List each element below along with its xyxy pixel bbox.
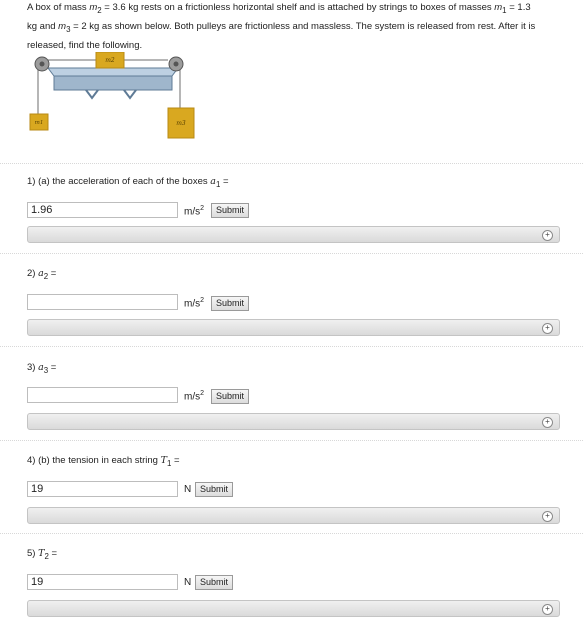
intro-text: A box of mass <box>27 2 90 13</box>
question-var: T <box>160 455 167 466</box>
shelf-bracket-right <box>124 90 136 98</box>
question-number: 2) <box>27 268 36 279</box>
separator <box>0 440 583 441</box>
separator <box>0 346 583 347</box>
intro-text: kg and <box>27 20 59 32</box>
intro-line-3: released, find the following. <box>27 39 143 51</box>
var-sub: 3 <box>66 24 71 34</box>
shelf-body <box>54 76 172 90</box>
unit-label-3 <box>184 390 204 402</box>
unit-sup: 2 <box>200 390 205 397</box>
intro-text: = 1.3 <box>506 2 531 13</box>
hint-bar-1[interactable] <box>27 226 560 243</box>
right-pulley-axle <box>174 62 179 67</box>
hint-bar-5[interactable] <box>27 600 560 617</box>
unit-label-4 <box>184 484 191 495</box>
pulley-diagram <box>28 52 198 144</box>
question-number: 4) <box>27 455 36 466</box>
question-var-sub: 2 <box>43 271 49 281</box>
separator <box>0 253 583 254</box>
submit-button-1[interactable]: Submit <box>211 203 249 218</box>
intro-line-1 <box>27 0 567 19</box>
question-4-prompt <box>27 455 180 468</box>
question-eq: = <box>220 176 229 187</box>
intro-text: = 2 kg as shown below. Both pulleys are frictionless and massless. The system is released from rest. After it is <box>70 20 536 32</box>
question-var-sub: 1 <box>166 458 172 468</box>
question-eq: = <box>48 362 57 373</box>
question-text: (b) the tension in each string <box>38 455 161 466</box>
question-number: 5) <box>27 548 36 559</box>
submit-button-5[interactable]: Submit <box>195 575 233 590</box>
unit-text: m/s <box>184 298 201 310</box>
expand-plus-icon[interactable]: + <box>542 230 553 241</box>
submit-button-3[interactable]: Submit <box>211 389 249 404</box>
question-var: a <box>210 176 216 187</box>
answer-input-3[interactable] <box>27 387 178 403</box>
unit-text: N <box>184 577 192 588</box>
unit-text: m/s <box>184 391 201 403</box>
unit-sup: 2 <box>200 297 205 304</box>
expand-plus-icon[interactable]: + <box>542 323 553 334</box>
intro-line-2 <box>27 19 567 38</box>
var-m: m <box>89 2 98 13</box>
question-var-sub: 3 <box>43 365 49 375</box>
box-m3-label: m3 <box>176 120 186 127</box>
var-m: m <box>58 20 67 32</box>
box-m1-label: m1 <box>34 120 44 126</box>
expand-plus-icon[interactable]: + <box>542 417 553 428</box>
answer-input-5[interactable] <box>27 574 178 590</box>
question-var: a <box>38 362 44 373</box>
question-3-prompt <box>27 362 56 375</box>
hint-bar-2[interactable] <box>27 319 560 336</box>
expand-plus-icon[interactable]: + <box>542 604 553 615</box>
unit-text: N <box>184 484 192 495</box>
unit-label-5 <box>184 577 191 588</box>
submit-button-4[interactable]: Submit <box>195 482 233 497</box>
hint-bar-3[interactable] <box>27 413 560 430</box>
separator <box>0 533 583 534</box>
question-eq: = <box>48 548 58 559</box>
question-eq: = <box>48 268 57 279</box>
question-var-sub: 2 <box>44 551 49 561</box>
var-sub: 2 <box>97 5 102 15</box>
unit-sup: 2 <box>200 205 205 212</box>
unit-text: m/s <box>184 206 201 218</box>
answer-input-4[interactable] <box>27 481 178 497</box>
answer-input-2[interactable] <box>27 294 178 310</box>
question-var: a <box>38 268 44 279</box>
question-text: (a) the acceleration of each of the boxes <box>38 176 211 187</box>
hint-bar-4[interactable] <box>27 507 560 524</box>
submit-button-2[interactable]: Submit <box>211 296 249 311</box>
box-m2-label: m2 <box>105 57 115 64</box>
var-sub: 1 <box>502 5 507 15</box>
separator <box>0 163 583 164</box>
question-number: 1) <box>27 176 36 187</box>
question-var-sub: 1 <box>215 179 221 189</box>
question-var: T <box>38 548 45 559</box>
question-1-prompt <box>27 176 229 189</box>
problem-statement <box>27 0 567 54</box>
var-m: m <box>494 2 503 13</box>
question-eq: = <box>171 455 180 466</box>
unit-label-1 <box>184 205 204 217</box>
intro-text: = 3.6 kg rests on a frictionless horizontal shelf and is attached by strings to boxes of masses <box>101 2 495 13</box>
left-pulley-axle <box>40 62 45 67</box>
answer-input-1[interactable] <box>27 202 178 218</box>
question-2-prompt <box>27 268 56 281</box>
shelf-bracket-left <box>86 90 98 98</box>
unit-label-2 <box>184 297 204 309</box>
shelf-top <box>48 68 178 76</box>
question-number: 3) <box>27 362 36 373</box>
expand-plus-icon[interactable]: + <box>542 511 553 522</box>
question-5-prompt <box>27 548 57 561</box>
